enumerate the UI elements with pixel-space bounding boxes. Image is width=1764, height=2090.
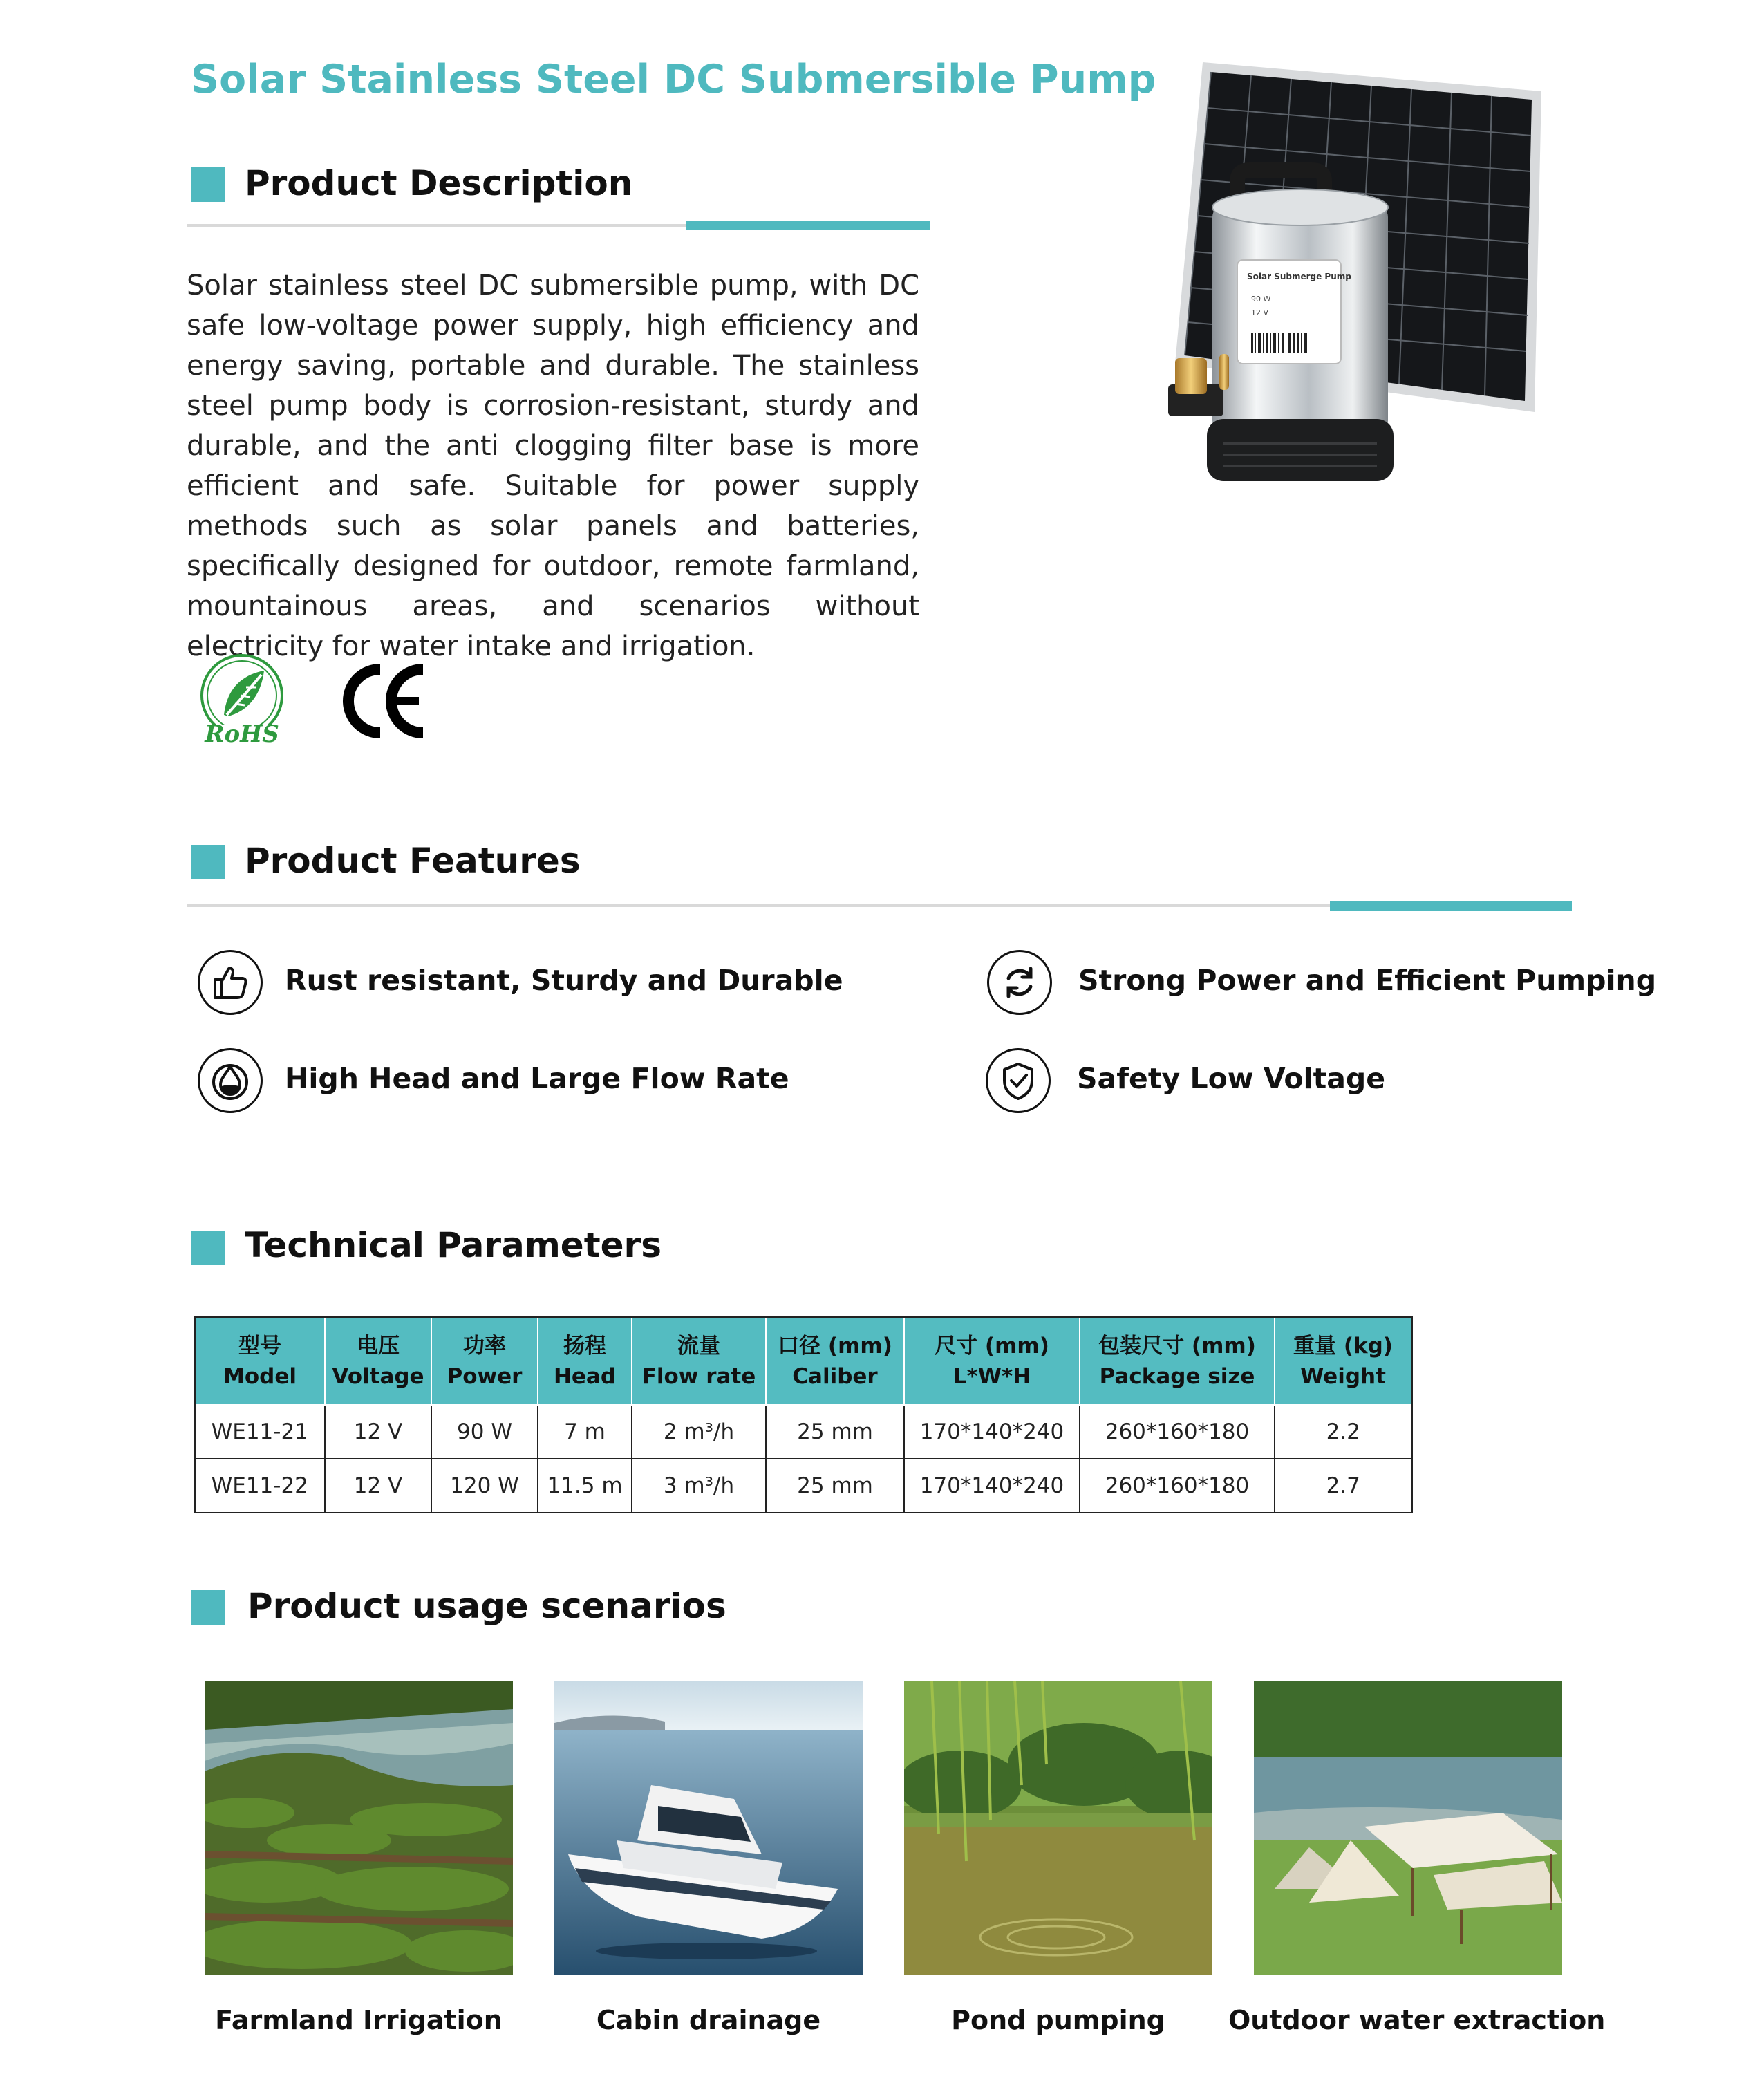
column-header: 型号 Model <box>195 1318 326 1406</box>
table-cell: WE11-21 <box>195 1405 326 1459</box>
features-heading: Product Features <box>245 841 581 881</box>
table-cell: 25 mm <box>766 1459 904 1513</box>
column-header: 流量 Flow rate <box>632 1318 766 1406</box>
table-cell: 90 W <box>431 1405 538 1459</box>
shield-check-icon <box>986 1048 1051 1113</box>
section-marker <box>191 1590 225 1625</box>
section-marker <box>191 845 225 879</box>
table-cell: 7 m <box>538 1405 632 1459</box>
table-cell: 120 W <box>431 1459 538 1513</box>
table-cell: 2.7 <box>1275 1459 1412 1513</box>
table-row <box>195 1459 1412 1513</box>
column-header: 包装尺寸 (mm) Package size <box>1080 1318 1275 1406</box>
table-cell: 3 m³/h <box>632 1459 766 1513</box>
rohs-wordmark: RoHS <box>205 720 279 748</box>
table-cell: WE11-22 <box>195 1459 326 1513</box>
scenario-label: Cabin drainage <box>596 2005 821 2035</box>
column-header: 电压 Voltage <box>325 1318 431 1406</box>
scenario-label: Farmland Irrigation <box>215 2005 503 2035</box>
table-cell: 12 V <box>325 1459 431 1513</box>
water-drop-icon <box>198 1048 263 1113</box>
pump-label-power: 90 W <box>1251 295 1271 304</box>
table-cell: 260*160*180 <box>1080 1405 1275 1459</box>
feature-label: Rust resistant, Sturdy and Durable <box>285 964 843 997</box>
thumbs-up-icon <box>198 950 263 1015</box>
section-marker <box>191 167 225 202</box>
column-header: 扬程 Head <box>538 1318 632 1406</box>
pump-label-title: Solar Submerge Pump <box>1247 272 1351 281</box>
section-divider-accent <box>686 221 930 230</box>
scenario-label: Outdoor water extraction <box>1228 2005 1606 2035</box>
table-cell: 2.2 <box>1275 1405 1412 1459</box>
column-header: 口径 (mm) Caliber <box>766 1318 904 1406</box>
camping-photo <box>1254 1681 1562 1975</box>
table-cell: 11.5 m <box>538 1459 632 1513</box>
table-header-row <box>195 1318 1412 1406</box>
parameters-heading: Technical Parameters <box>245 1225 662 1265</box>
feature-label: Safety Low Voltage <box>1077 1062 1386 1095</box>
feature-label: High Head and Large Flow Rate <box>285 1062 789 1095</box>
scenario-label: Pond pumping <box>951 2005 1165 2035</box>
column-header: 功率 Power <box>431 1318 538 1406</box>
rohs-logo <box>194 654 290 751</box>
ce-logo <box>337 660 429 743</box>
pump-label-voltage: 12 V <box>1251 308 1269 317</box>
farmland-photo <box>205 1681 513 1975</box>
column-header: 尺寸 (mm) L*W*H <box>904 1318 1080 1406</box>
table-cell: 170*140*240 <box>904 1405 1080 1459</box>
pond-photo <box>904 1681 1212 1975</box>
scenarios-heading: Product usage scenarios <box>247 1586 726 1626</box>
table-cell: 25 mm <box>766 1405 904 1459</box>
column-header: 重量 (kg) Weight <box>1275 1318 1412 1406</box>
table-cell: 12 V <box>325 1405 431 1459</box>
product-image <box>1147 59 1548 523</box>
refresh-icon <box>987 950 1052 1015</box>
feature-label: Strong Power and Efficient Pumping <box>1078 964 1657 997</box>
page-title: Solar Stainless Steel DC Submersible Pump <box>191 57 1156 102</box>
section-divider-accent <box>1330 901 1572 911</box>
table-cell: 170*140*240 <box>904 1459 1080 1513</box>
table-cell: 2 m³/h <box>632 1405 766 1459</box>
description-text: Solar stainless steel DC submersible pump, with DC safe low-voltage power supply, high efficiency and energy saving, portable and durable. The stainless steel pump body is corrosion-resistant, sturdy and durable, and the anti clogging filter base is more efficient and safe. Suitable for power supply methods such as solar panels and batteries, specifically designed for outdoor, remote farmland, mountainous areas, and scenarios without electricity for water intake and irrigation. <box>187 270 919 662</box>
table-row <box>195 1405 1412 1459</box>
boat-photo <box>554 1681 863 1975</box>
table-cell: 260*160*180 <box>1080 1459 1275 1513</box>
parameters-table <box>194 1316 1413 1513</box>
description-heading: Product Description <box>245 163 633 203</box>
section-marker <box>191 1231 225 1265</box>
